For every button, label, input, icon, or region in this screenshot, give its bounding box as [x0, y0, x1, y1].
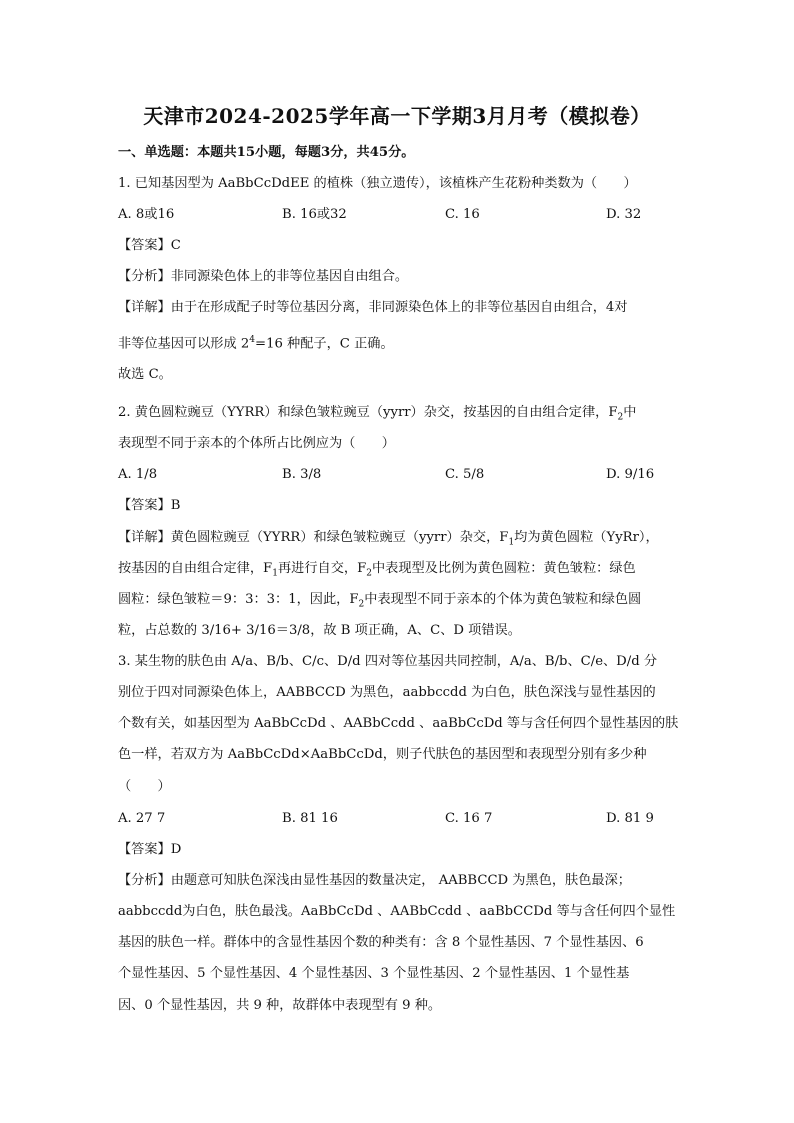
q3-answer: 【答案】D — [118, 842, 182, 857]
q3-analysis-line-1: 【分析】由题意可知肤色深浅由显性基因的数量决定， AABBCCD 为黑色，肤色最深； — [118, 873, 631, 888]
q2-stem-line-1: 2. 黄色圆粒豌豆（YYRR）和绿色皱粒豌豆（yyrr）杂交，按基因的自由组合定律，$F_2$中 — [118, 405, 637, 423]
section-heading: 一、单选题：本题共15小题，每题3分，共45分。 — [118, 145, 415, 160]
q2-option-b: B. 3/8 — [282, 467, 322, 482]
q3-analysis-line-4: 个显性基因、5 个显性基因、4 个显性基因、3 个显性基因、2 个显性基因、1 个显性基 — [118, 966, 630, 981]
q3-analysis-line-5: 因、0 个显性基因，共 9 种，故群体中表现型有 9 种。 — [118, 998, 442, 1013]
q2-detail-line-1: 【详解】黄色圆粒豌豆（YYRR）和绿色皱粒豌豆（yyrr）杂交，$F_1$均为黄色圆粒（YyRr）， — [118, 530, 659, 548]
q3-analysis-line-2: aabbccdd为白色，肤色最浅。AaBbCcDd 、AABbCcdd 、aaBbCCDd 等与含任何四个显性 — [118, 904, 676, 919]
q3-stem-line-3: 个数有关，如基因型为 AaBbCcDd 、AABbCcdd 、aaBbCcDd 等与含任何四个显性基因的肤 — [118, 716, 679, 731]
q3-stem-line-5: （ ） — [118, 779, 171, 794]
q1-option-d: D. 32 — [606, 207, 642, 222]
q1-analysis: 【分析】非同源染色体上的非等位基因自由组合。 — [118, 269, 409, 284]
q1-answer: 【答案】C — [118, 238, 181, 253]
q3-option-d: D. 81 9 — [606, 811, 654, 826]
q3-option-a: A. 27 7 — [118, 811, 166, 826]
q2-answer: 【答案】B — [118, 498, 181, 513]
q3-stem-line-2: 别位于四对同源染色体上，AABBCCD 为黑色，aabbccdd 为白色，肤色深浅与显性基因的 — [118, 685, 656, 700]
q1-option-a: A. 8或16 — [118, 207, 175, 222]
q2-detail-line-3: 圆粒：绿色皱粒＝9：3：3：1，因此，$F_2$中表现型不同于亲本的个体为黄色皱粒和绿色圆 — [118, 592, 642, 610]
q2-option-d: D. 9/16 — [606, 467, 655, 482]
q3-option-b: B. 81 16 — [282, 811, 338, 826]
q3-stem-line-4: 色一样，若双方为 AaBbCcDd×AaBbCcDd，则子代肤色的基因型和表现型分别有多少种 — [118, 747, 647, 762]
q1-option-b: B. 16或32 — [282, 207, 347, 222]
q1-conclusion: 故选 C。 — [118, 367, 172, 382]
q2-detail-line-4: 粒，占总数的 3/16+ 3/16＝3/8，故 B 项正确，A、C、D 项错误。 — [118, 623, 521, 638]
q1-detail-line-1: 【详解】由于在形成配子时等位基因分离，非同源染色体上的非等位基因自由组合，4对 — [118, 300, 628, 315]
q3-stem-line-1: 3. 某生物的肤色由 A/a、B/b、C/c、D/d 四对等位基因共同控制，A/a、B/b、C/e、D/d 分 — [118, 654, 658, 669]
page-title: 天津市2024-2025学年高一下学期3月月考（模拟卷） — [143, 104, 651, 128]
q3-analysis-line-3: 基因的肤色一样。群体中的含显性基因个数的种类有：含 8 个显性基因、7 个显性基因、6 — [118, 935, 644, 950]
q2-option-a: A. 1/8 — [118, 467, 158, 482]
q1-option-c: C. 16 — [445, 207, 480, 222]
q1-stem: 1. 已知基因型为 AaBbCcDdEE 的植株（独立遗传），该植株产生花粉种类数为（ ） — [118, 176, 637, 191]
q1-detail-line-2: 非等位基因可以形成 $2^4=16$ 种配子，C 正确。 — [118, 335, 394, 352]
q2-option-c: C. 5/8 — [445, 467, 485, 482]
q2-detail-line-2: 按基因的自由组合定律，$F_1$再进行自交，$F_2$中表现型及比例为黄色圆粒：黄色皱粒：绿色 — [118, 561, 636, 579]
q2-stem-line-2: 表现型不同于亲本的个体所占比例应为（ ） — [118, 436, 395, 451]
q3-option-c: C. 16 7 — [445, 811, 493, 826]
